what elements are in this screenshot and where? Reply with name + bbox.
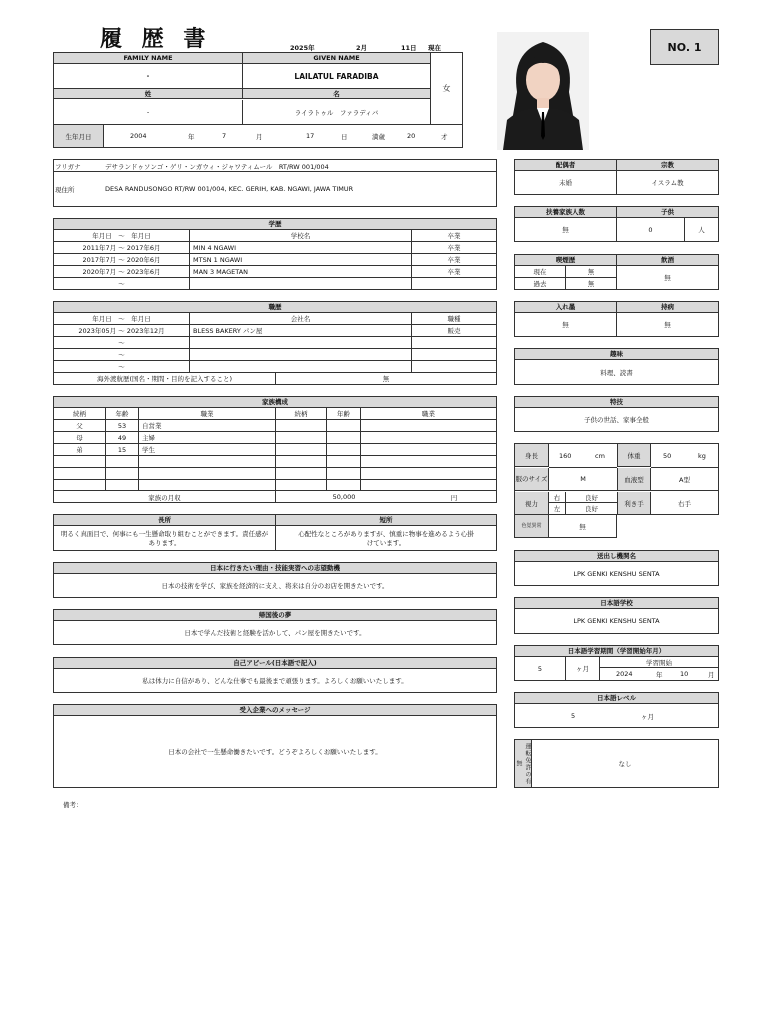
age-label: 満歳 [372,133,385,141]
family-age [106,456,139,467]
work-company [190,337,412,348]
pr-title: 自己アピール(日本語で記入) [54,658,496,669]
hobby-value: 料理、読書 [600,368,633,377]
family-job: 自営業 [139,420,276,431]
document-title: 履 歴 書 [100,27,212,52]
strengths-label: 長所 [54,515,276,526]
marital-value: 未婚 [515,171,617,194]
work-company [190,349,412,360]
color-value: 無 [579,522,586,531]
family-name-value: - [146,72,150,80]
eye-right-label: 右 [549,492,566,503]
study-start-month-unit: 月 [708,671,715,679]
height-label: 身長 [515,444,549,467]
tattoo-label: 入れ墨 [515,302,617,313]
smoking-box [514,254,719,290]
work-job: 販売 [447,327,461,335]
family-relation [54,456,106,467]
blood-label: 血液型 [617,468,651,491]
religion-value: イスラム教 [651,179,684,187]
blood-value: A型 [651,468,718,491]
study-start-month: 10 [680,670,689,678]
message-value: 日本の会社で一生懸命働きたいです。どうぞよろしくお願いいたします。 [168,748,382,756]
weaknesses-label: 短所 [276,515,496,526]
birth-row [54,124,462,147]
age-value: 20 [407,132,416,140]
smoking-label: 喫煙歴 [515,255,617,266]
work-job [412,349,496,360]
form-number: NO. 1 [650,29,719,65]
goal-title: 帰国後の夢 [54,610,496,621]
study-start-year-unit: 年 [656,671,663,679]
body-info-box [514,443,719,515]
family-relation: 父 [54,420,106,431]
size-label: 服のサイズ [515,468,549,491]
level-label: 日本語レベル [515,693,718,704]
family-col-job-2: 職業 [422,410,435,418]
height-value: 160 [559,452,572,460]
smoking-past-label: 過去 [515,278,566,289]
overseas-label: 海外渡航歴(国名・期間・目的を記入すること) [54,373,276,384]
motive-title: 日本に行きたい理由・技能実習への志望動機 [54,563,496,574]
education-status: 卒業 [447,256,461,264]
tattoo-value: 無 [515,313,617,336]
kana-family-value: - [146,108,150,116]
overseas-value: 無 [382,375,390,383]
weight-value: 50 [663,452,672,460]
marital-religion-box [514,159,719,195]
family-table [53,396,497,503]
eye-left-value: 良好 [585,505,598,513]
table-row: 2020年7月 ～ 2023年6月 [54,266,190,277]
education-status [412,278,496,289]
work-col-job: 職種 [447,315,461,323]
family-relation: 母 [54,432,106,443]
hand-value: 右手 [678,499,691,508]
education-col-period: 年月日 ～ 年月日 [54,230,190,241]
birth-year: 2004 [130,132,147,140]
level-value-1: 5 [571,712,576,720]
illness-value: 無 [664,321,671,329]
work-col-company: 会社名 [190,313,412,324]
skill-box [514,396,719,432]
pr-value: 私は体力に自信があり、どんな仕事でも最後まで頑張ります。よろしくお願いいたします。 [142,677,408,685]
gender-value: 女 [430,53,462,124]
given-name-label: GIVEN NAME [242,53,430,64]
kana-family-label: 姓 [54,88,242,99]
address-kana-value: デサランドゥソンゴ・ゲリ・ンガウィ・ジャワティムール RT/RW 001/004 [105,163,329,171]
table-row: ～ [54,361,190,372]
family-title: 家族構成 [54,397,496,408]
education-title: 学歴 [54,219,496,230]
drinking-label: 飲酒 [617,255,718,266]
family-col-relation: 続柄 [54,408,106,419]
height-unit: cm [595,452,605,460]
photo-portrait-icon [497,32,589,150]
school-label: 日本語学校 [515,598,718,609]
dependents-label: 扶養家族人数 [515,207,617,218]
children-unit: 人 [698,226,705,234]
family-job [139,480,276,490]
work-company: BLESS BAKERY パン屋 [190,325,412,336]
hobby-box [514,348,719,385]
org-label: 送出し機関名 [515,551,718,562]
date-day: 11日 [401,44,417,52]
family-relation [54,480,106,490]
education-school: MIN 4 NGAWI [190,242,412,253]
color-label: 色覚異常 [515,515,549,537]
tattoo-box [514,301,719,337]
kana-given-value: ライラトゥル ファラディバ [242,100,430,124]
message-box [53,704,497,788]
org-value: LPK GENKI KENSHU SENTA [573,569,660,578]
date-year: 2025年 [290,44,315,52]
table-row: 2011年7月 ～ 2017年6月 [54,242,190,253]
birth-month-unit: 月 [256,133,263,141]
family-col-age: 年齢 [106,408,139,419]
study-label: 日本語学習期間（学習開始年月） [515,646,718,657]
work-job [412,337,496,348]
birth-year-unit: 年 [188,133,195,141]
family-age [106,468,139,479]
family-income-label: 家族の月収 [54,491,276,503]
study-start-year: 2024 [616,670,633,678]
family-job [139,468,276,479]
education-school [190,278,412,289]
date-month: 2月 [356,44,368,52]
hobby-label: 趣味 [515,349,718,360]
smoking-current-label: 現在 [515,266,566,278]
org-box [514,550,719,586]
birth-label: 生年月日 [54,125,104,147]
eye-left-label: 左 [549,503,566,514]
hand-label: 利き手 [617,492,651,514]
eye-label: 視力 [515,492,549,514]
message-title: 受入企業へのメッセージ [54,705,496,716]
strengths-value: 明るく真面目で、何事にも一生懸命取り組むことができます。責任感があります。 [54,526,276,550]
given-name-value: LAILATUL FARADIBA [242,64,430,88]
study-months: 5 [515,657,566,680]
motive-box [53,562,497,598]
children-label: 子供 [617,207,718,218]
address-value: DESA RANDUSONGO RT/RW 001/004, KEC. GERIH, KAB. NGAWI, JAWA TIMUR [105,185,354,193]
family-age: 53 [106,420,139,431]
address-box [53,159,497,207]
family-income-unit: 円 [450,493,458,502]
table-row: ～ [54,337,190,348]
color-box [514,514,617,538]
education-table [53,218,497,290]
smoking-past-value: 無 [566,278,617,289]
family-relation: 弟 [54,444,106,455]
education-status: 卒業 [447,244,461,252]
children-value: 0 [617,218,685,241]
table-row: 2017年7月 ～ 2020年6月 [54,254,190,265]
study-start-label: 学習開始 [600,657,718,668]
family-job [139,456,276,467]
birth-day: 17 [306,132,315,140]
education-col-school: 学校名 [190,230,412,241]
work-job [412,361,496,372]
kana-given-label: 名 [242,88,430,99]
family-job: 学生 [139,444,276,455]
applicant-photo [497,32,589,150]
eye-right-value: 良好 [566,492,617,503]
work-col-period: 年月日 ～ 年月日 [54,313,190,324]
birth-month: 7 [222,132,227,140]
work-company [190,361,412,372]
family-relation [54,468,106,479]
work-table [53,301,497,385]
family-col-relation-2: 続柄 [276,408,327,419]
dependents-value: 無 [515,218,617,241]
family-col-job: 職業 [139,408,276,419]
religion-label: 宗教 [617,160,718,171]
license-box [514,739,719,788]
family-income-value: 50,000 [332,493,356,501]
study-months-unit: ヶ月 [566,657,600,680]
level-box [514,692,719,728]
size-value: M [549,468,617,491]
license-value: なし [618,760,632,768]
table-row: 2023年05月 ～ 2023年12月 [54,325,190,336]
education-school: MTSN 1 NGAWI [190,254,412,265]
study-box [514,645,719,681]
strengths-box [53,514,497,551]
smoking-current-value: 無 [566,266,617,278]
family-name-label: FAMILY NAME [54,53,242,64]
drinking-value: 無 [664,274,671,282]
skill-label: 特技 [515,397,718,408]
work-title: 職歴 [54,302,496,313]
weight-unit: kg [698,452,706,460]
family-age: 15 [106,444,139,455]
name-box [53,52,463,148]
education-status: 卒業 [447,268,461,276]
illness-label: 持病 [617,302,718,313]
skill-value: 子供の世話、家事全般 [584,416,649,424]
marital-label: 配偶者 [515,160,617,171]
family-age: 49 [106,432,139,443]
motive-value: 日本の技術を学び、家族を経済的に支え、将来は自分のお店を開きたいです。 [161,582,389,590]
license-label: 運転免許の有無 [515,740,532,787]
family-col-age-2: 年齢 [327,408,361,419]
table-row: ～ [54,349,190,360]
age-unit: 才 [441,133,448,141]
pr-box [53,657,497,693]
birth-day-unit: 日 [341,133,348,141]
table-row: ～ [54,278,190,289]
level-value-2: ヶ月 [641,713,654,721]
address-label: 現住所 [55,186,75,194]
note-label: 備考： [63,801,83,809]
education-school: MAN 3 MAGETAN [190,266,412,277]
family-job: 主婦 [139,432,276,443]
school-value: LPK GENKI KENSHU SENTA [573,617,660,625]
weaknesses-value: 心配性なところがありますが、慎重に物事を進めるよう心掛けています。 [298,530,474,547]
education-col-status: 卒業 [447,232,461,240]
dependents-box [514,206,719,242]
weight-label: 体重 [617,444,651,467]
goal-value: 日本で学んだ技術と経験を活かして、パン屋を開きたいです。 [184,629,366,637]
address-kana-label: フリガナ [55,163,81,171]
date-suffix: 現在 [428,44,441,52]
school-box [514,597,719,634]
goal-box [53,609,497,645]
family-age [106,480,139,490]
